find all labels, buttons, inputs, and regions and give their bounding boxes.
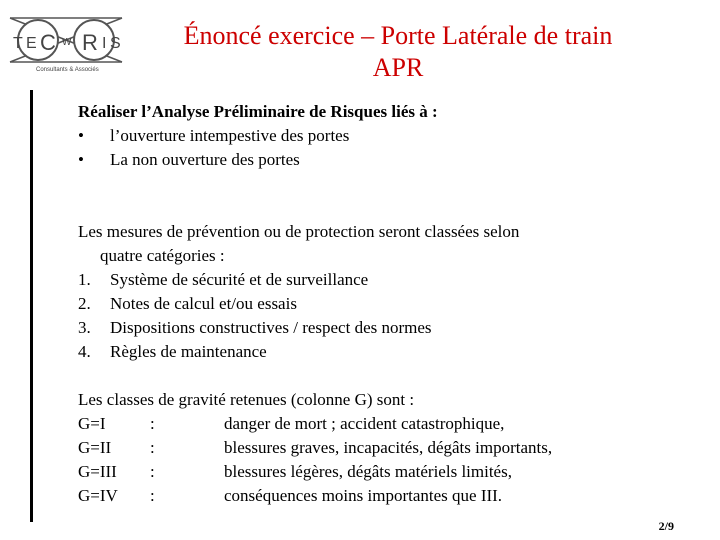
page-number: 2/9 xyxy=(658,519,674,533)
logo-letter-s: S xyxy=(110,35,121,52)
measure-text: Règles de maintenance xyxy=(110,342,267,361)
logo-letter-w: W xyxy=(62,37,72,48)
bullet-text: La non ouverture des portes xyxy=(110,150,300,169)
tecwris-logo xyxy=(4,6,130,72)
gravity-description: danger de mort ; accident catastrophique, xyxy=(224,414,505,433)
gravity-separator: : xyxy=(150,462,155,481)
measure-number: 2. xyxy=(78,294,91,313)
logo-graphic xyxy=(4,6,130,72)
measure-text: Dispositions constructives / respect des normes xyxy=(110,318,432,337)
gravity-class: G=I xyxy=(78,414,106,433)
bullet-marker: • xyxy=(78,126,84,145)
bullet-item xyxy=(78,124,698,148)
gravity-separator: : xyxy=(150,414,155,433)
gravity-description: blessures graves, incapacités, dégâts importants, xyxy=(224,438,553,457)
gravity-description: blessures légères, dégâts matériels limités, xyxy=(224,462,512,481)
bullet-marker: • xyxy=(78,150,84,169)
logo-letter-r: R xyxy=(82,30,98,55)
gravity-row xyxy=(78,484,698,508)
gravity-class: G=III xyxy=(78,462,117,481)
slide-title xyxy=(140,20,656,84)
measures-intro-line-1: Les mesures de prévention ou de protection seront classées selon xyxy=(78,222,520,241)
measures-intro-line-2: quatre catégories : xyxy=(100,246,225,265)
gravity-class: G=II xyxy=(78,438,112,457)
gravity-class: G=IV xyxy=(78,486,118,505)
gravity-separator: : xyxy=(150,438,155,457)
title-line-2: APR xyxy=(372,53,424,82)
bullet-text: l’ouverture intempestive des portes xyxy=(110,126,350,145)
measure-item xyxy=(78,316,698,340)
intro-heading: Réaliser l’Analyse Préliminaire de Risques liés à : xyxy=(78,102,438,121)
slide-body xyxy=(78,100,698,508)
logo-letter-t: T xyxy=(13,35,23,52)
logo-letter-e: E xyxy=(26,35,37,52)
gravity-row xyxy=(78,412,698,436)
measure-item xyxy=(78,340,698,364)
logo-letter-c: C xyxy=(40,30,56,55)
title-line-1: Énoncé exercice – Porte Latérale de train xyxy=(183,21,613,50)
measure-item xyxy=(78,268,698,292)
measure-number: 1. xyxy=(78,270,91,289)
logo-letter-i: I xyxy=(102,35,107,52)
gravity-separator: : xyxy=(150,486,155,505)
measure-number: 3. xyxy=(78,318,91,337)
gravity-row xyxy=(78,460,698,484)
gravity-row xyxy=(78,436,698,460)
measure-number: 4. xyxy=(78,342,91,361)
bullet-item xyxy=(78,148,698,172)
measure-text: Notes de calcul et/ou essais xyxy=(110,294,297,313)
measure-item xyxy=(78,292,698,316)
logo-tagline: Consultants & Associés xyxy=(36,67,99,72)
left-vertical-rule xyxy=(30,90,33,522)
gravity-description: conséquences moins importantes que III. xyxy=(224,486,503,505)
gravity-heading: Les classes de gravité retenues (colonne G) sont : xyxy=(78,390,415,409)
measure-text: Système de sécurité et de surveillance xyxy=(110,270,369,289)
